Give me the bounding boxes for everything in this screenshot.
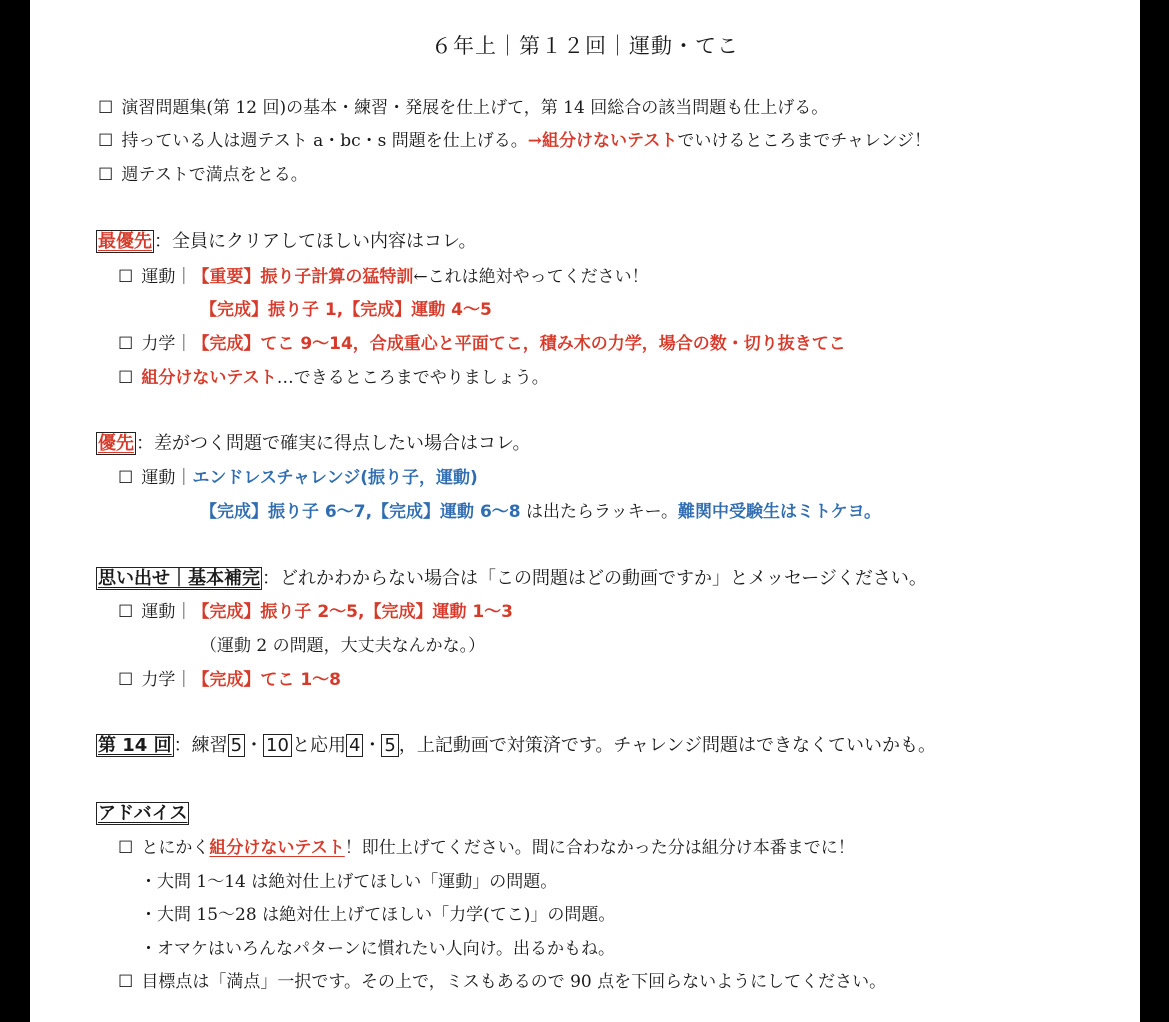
omoidase-rikigaku-item: ☐ 力学｜【完成】てこ 1〜8 xyxy=(118,670,341,690)
saiyusen-undo-sub: 【完成】振り子 1,【完成】運動 4〜5 xyxy=(200,300,492,320)
advice-bullet-1: ・大問 1〜14 は絶対仕上げてほしい「運動」の問題。 xyxy=(140,872,558,892)
document-page xyxy=(30,0,1140,1022)
problem-number-box: 5 xyxy=(381,734,398,757)
omoidase-undo-item: ☐ 運動｜【完成】振り子 2〜5,【完成】運動 1〜3 xyxy=(118,602,514,622)
intro-item-1: ☐ 演習問題集(第 12 回)の基本・練習・発展を仕上げて，第 14 回総合の該当問題も仕上げる。 xyxy=(98,98,829,118)
intro-item-3: ☐ 週テストで満点をとる。 xyxy=(98,165,308,185)
checkbox-icon: ☐ xyxy=(98,98,114,118)
section-omoidase-heading: 思い出せ｜基本補完 ：どれかわからない場合は「この問題はどの動画ですか」とメッセージください。 xyxy=(98,568,927,589)
section-label: 最優先 xyxy=(98,231,152,252)
checkbox-icon: ☐ xyxy=(118,267,134,287)
checkbox-icon: ☐ xyxy=(118,602,134,622)
intro-item-2: ☐ 持っている人は週テスト a・bc・s 問題を仕上げる。→組分けないテストでいけるところまでチャレンジ！ xyxy=(98,131,932,151)
advice-bullet-3: ・オマケはいろんなパターンに慣れたい人向け。出るかもね。 xyxy=(140,939,615,959)
saiyusen-rikigaku-item: ☐ 力学｜【完成】てこ 9〜14，合成重心と平面てこ，積み木の力学，場合の数・切り抜きてこ xyxy=(118,334,846,354)
checkbox-icon: ☐ xyxy=(98,165,114,185)
section-yusen-heading: 優先 ：差がつく問題で確実に得点したい場合はコレ。 xyxy=(98,433,531,454)
saiyusen-kumiwake-item: ☐ 組分けないテスト…できるところまでやりましょう。 xyxy=(118,368,549,388)
yusen-undo-item: ☐ 運動｜エンドレスチャレンジ(振り子，運動) xyxy=(118,468,478,488)
checkbox-icon: ☐ xyxy=(118,670,134,690)
checkbox-icon: ☐ xyxy=(118,368,134,388)
section-saiyusen-heading: 最優先 ：全員にクリアしてほしい内容はコレ。 xyxy=(98,231,477,252)
yusen-undo-sub: 【完成】振り子 6〜7,【完成】運動 6〜8 は出たらラッキー。難関中受験生はミトケヨ。 xyxy=(200,502,881,522)
advice-item-2: ☐ 目標点は「満点」一択です。その上で，ミスもあるので 90 点を下回らないようにしてください。 xyxy=(118,972,887,992)
section-dai14-heading: 第 14 回 ：練習 5 ・ 10 と応用 4 ・ 5 ，上記動画で対策済です。チャレンジ問題はできなくていいかも。 xyxy=(98,735,936,756)
checkbox-icon: ☐ xyxy=(118,972,134,992)
problem-number-box: 5 xyxy=(228,734,245,757)
page-title: ６年上｜第１２回｜運動・てこ xyxy=(431,34,739,58)
problem-number-box: 10 xyxy=(263,734,292,757)
checkbox-icon: ☐ xyxy=(98,131,114,151)
section-label: 優先 xyxy=(98,433,134,454)
checkbox-icon: ☐ xyxy=(118,468,134,488)
advice-item-1: ☐ とにかく組分けないテスト！即仕上げてください。間に合わなかった分は組分け本番までに！ xyxy=(118,838,855,858)
checkbox-icon: ☐ xyxy=(118,334,134,354)
arrow-icon: → xyxy=(527,131,543,151)
saiyusen-undo-item: ☐ 運動｜【重要】振り子計算の猛特訓←これは絶対やってください！ xyxy=(118,267,649,287)
checkbox-icon: ☐ xyxy=(118,838,134,858)
section-label: 思い出せ｜基本補完 xyxy=(98,568,260,589)
problem-number-box: 4 xyxy=(346,734,363,757)
omoidase-undo-note: （運動 2 の問題，大丈夫なんかな。） xyxy=(200,636,486,656)
advice-bullet-2: ・大問 15〜28 は絶対仕上げてほしい「力学(てこ)」の問題。 xyxy=(140,905,616,925)
section-label: 第 14 回 xyxy=(98,735,172,756)
section-label: アドバイス xyxy=(98,803,188,824)
section-advice-heading xyxy=(96,803,189,825)
